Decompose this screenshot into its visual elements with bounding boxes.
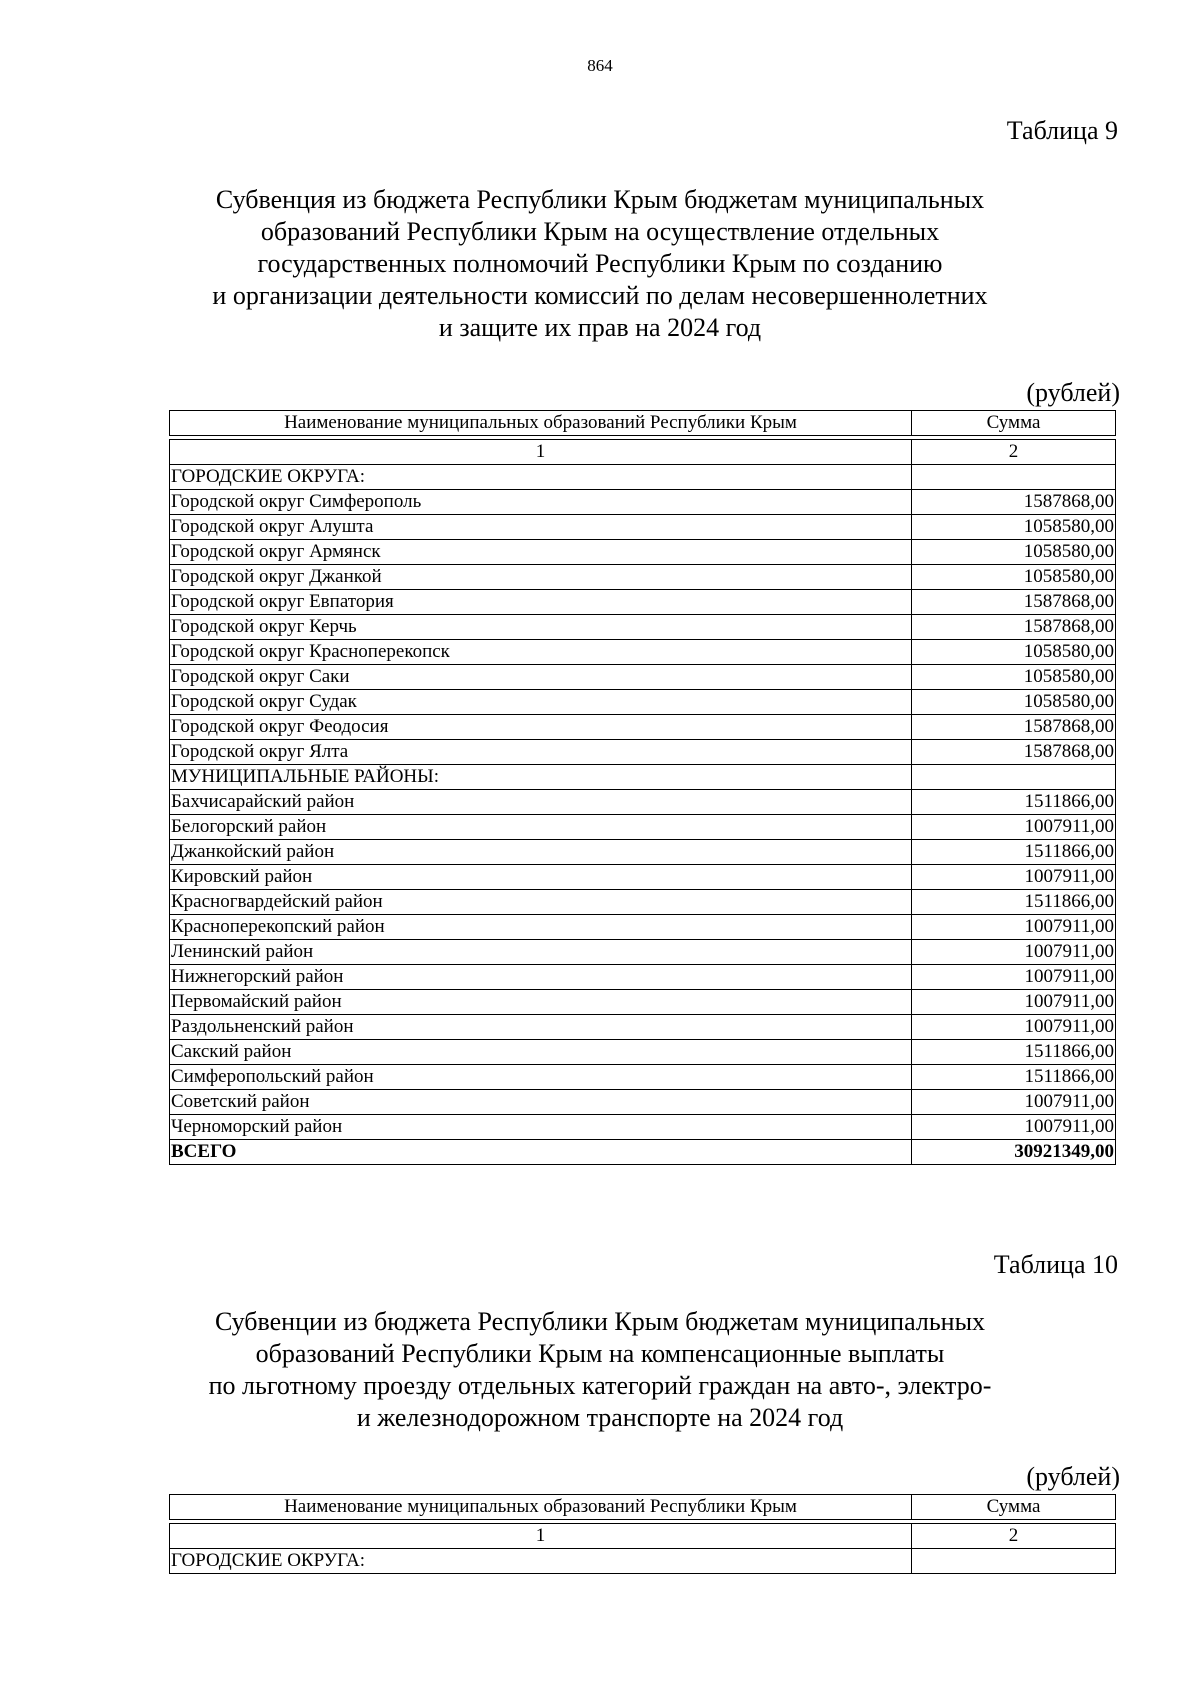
column-header-name: Наименование муниципальных образований Республики Крым (170, 411, 912, 436)
table-row (170, 465, 1116, 490)
title-line: Субвенции из бюджета Республики Крым бюджетам муниципальных (214, 1307, 986, 1336)
column-number-row (170, 1524, 1116, 1549)
row-sum: 1587868,00 (912, 490, 1116, 515)
column-number-name: 1 (170, 1524, 912, 1549)
row-sum: 1587868,00 (912, 590, 1116, 615)
table-row (170, 590, 1116, 615)
total-sum: 30921349,00 (912, 1140, 1116, 1165)
column-header-sum: Сумма (912, 411, 1116, 436)
table-row (170, 1015, 1116, 1040)
table-row (170, 740, 1116, 765)
table-row (170, 665, 1116, 690)
table-row (170, 1040, 1116, 1065)
table-row (170, 990, 1116, 1015)
table-row (170, 515, 1116, 540)
row-name: Черноморский район (170, 1115, 912, 1140)
row-sum: 1511866,00 (912, 840, 1116, 865)
row-name: Красноперекопский район (170, 915, 912, 940)
row-sum: 1587868,00 (912, 615, 1116, 640)
row-name: Первомайский район (170, 990, 912, 1015)
row-name: Бахчисарайский район (170, 790, 912, 815)
table-row (170, 790, 1116, 815)
table-10-unit: (рублей) (1026, 1462, 1120, 1491)
row-sum: 1007911,00 (912, 965, 1116, 990)
row-name: Нижнегорский район (170, 965, 912, 990)
row-name: Ленинский район (170, 940, 912, 965)
title-line: и железнодорожном транспорте на 2024 год (356, 1403, 844, 1432)
row-sum: 1511866,00 (912, 1065, 1116, 1090)
column-header-sum: Сумма (912, 1495, 1116, 1520)
table-row (170, 1065, 1116, 1090)
table-9 (169, 410, 1116, 1165)
row-name: Городской округ Алушта (170, 515, 912, 540)
column-number-row (170, 440, 1116, 465)
row-name: Советский район (170, 1090, 912, 1115)
total-label: ВСЕГО (170, 1140, 912, 1165)
column-number-sum: 2 (912, 440, 1116, 465)
row-name: Городской округ Керчь (170, 615, 912, 640)
row-name: Городской округ Саки (170, 665, 912, 690)
table-9-label: Таблица 9 (1006, 116, 1118, 145)
row-sum: 1058580,00 (912, 665, 1116, 690)
table-10-title (150, 1306, 1050, 1434)
table-row (170, 765, 1116, 790)
row-name: МУНИЦИПАЛЬНЫЕ РАЙОНЫ: (170, 765, 912, 790)
row-sum: 1587868,00 (912, 715, 1116, 740)
row-sum: 1007911,00 (912, 865, 1116, 890)
table-row (170, 615, 1116, 640)
column-number-name: 1 (170, 440, 912, 465)
row-sum: 1587868,00 (912, 740, 1116, 765)
table-9-unit: (рублей) (1026, 378, 1120, 407)
row-name: Городской округ Симферополь (170, 490, 912, 515)
row-sum: 1058580,00 (912, 640, 1116, 665)
row-sum: 1511866,00 (912, 890, 1116, 915)
row-sum: 1058580,00 (912, 540, 1116, 565)
table-row (170, 565, 1116, 590)
title-line: и защите их прав на 2024 год (438, 313, 762, 342)
row-name: Городской округ Феодосия (170, 715, 912, 740)
row-name: Городской округ Ялта (170, 740, 912, 765)
row-sum: 1007911,00 (912, 915, 1116, 940)
row-name: Белогорский район (170, 815, 912, 840)
row-sum: 1007911,00 (912, 815, 1116, 840)
row-name: Городской округ Евпатория (170, 590, 912, 615)
title-line: и организации деятельности комиссий по делам несовершеннолетних (212, 281, 988, 310)
table-9-title (150, 184, 1050, 344)
table-row (170, 940, 1116, 965)
row-name: Красногвардейский район (170, 890, 912, 915)
title-line: Субвенция из бюджета Республики Крым бюджетам муниципальных (215, 185, 985, 214)
table-10 (169, 1494, 1116, 1574)
table-row (170, 490, 1116, 515)
row-name: Городской округ Судак (170, 690, 912, 715)
table-row (170, 865, 1116, 890)
table-row (170, 640, 1116, 665)
column-number-sum: 2 (912, 1524, 1116, 1549)
row-name: Раздольненский район (170, 1015, 912, 1040)
row-sum: 1007911,00 (912, 1115, 1116, 1140)
row-name: Городской округ Джанкой (170, 565, 912, 590)
title-line: образований Республики Крым на осуществление отдельных (260, 217, 940, 246)
table-row (170, 915, 1116, 940)
table-row (170, 890, 1116, 915)
row-sum (912, 1549, 1116, 1574)
table-10-label: Таблица 10 (993, 1250, 1118, 1279)
table-row (170, 540, 1116, 565)
row-sum: 1007911,00 (912, 1090, 1116, 1115)
table-row (170, 690, 1116, 715)
table-row (170, 1090, 1116, 1115)
row-sum: 1007911,00 (912, 940, 1116, 965)
total-row (170, 1140, 1116, 1165)
row-sum: 1058580,00 (912, 690, 1116, 715)
row-name: ГОРОДСКИЕ ОКРУГА: (170, 1549, 912, 1574)
header-row (170, 411, 1116, 436)
row-name: ГОРОДСКИЕ ОКРУГА: (170, 465, 912, 490)
row-sum: 1511866,00 (912, 790, 1116, 815)
row-sum: 1511866,00 (912, 1040, 1116, 1065)
row-name: Симферопольский район (170, 1065, 912, 1090)
row-sum: 1058580,00 (912, 565, 1116, 590)
row-sum (912, 465, 1116, 490)
title-line: государственных полномочий Республики Крым по созданию (257, 249, 943, 278)
table-row (170, 815, 1116, 840)
table-row (170, 840, 1116, 865)
row-sum: 1058580,00 (912, 515, 1116, 540)
column-header-name: Наименование муниципальных образований Республики Крым (170, 1495, 912, 1520)
row-name: Сакский район (170, 1040, 912, 1065)
row-name: Джанкойский район (170, 840, 912, 865)
table-row (170, 965, 1116, 990)
table-row (170, 1115, 1116, 1140)
table-row (170, 1549, 1116, 1574)
row-name: Кировский район (170, 865, 912, 890)
row-sum: 1007911,00 (912, 990, 1116, 1015)
row-name: Городской округ Армянск (170, 540, 912, 565)
row-name: Городской округ Красноперекопск (170, 640, 912, 665)
row-sum: 1007911,00 (912, 1015, 1116, 1040)
header-row (170, 1495, 1116, 1520)
title-line: образований Республики Крым на компенсационные выплаты (255, 1339, 945, 1368)
title-line: по льготному проезду отдельных категорий граждан на авто-, электро- (208, 1371, 992, 1400)
row-sum (912, 765, 1116, 790)
table-row (170, 715, 1116, 740)
page-number: 864 (587, 56, 613, 75)
